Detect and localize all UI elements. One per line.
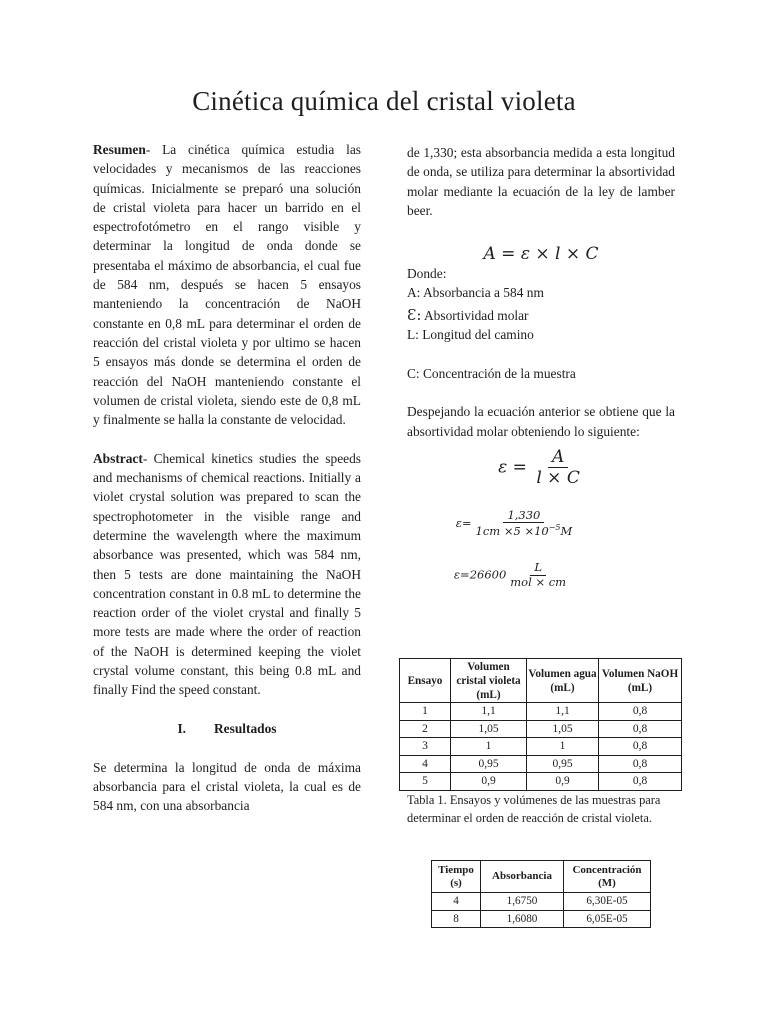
table-row bbox=[400, 738, 682, 756]
table1-cell: 0,95 bbox=[527, 755, 599, 773]
table-row bbox=[400, 773, 682, 791]
table-row bbox=[400, 703, 682, 721]
eq3-den-exponent: −5 bbox=[548, 523, 561, 533]
table1-cell: 0,8 bbox=[599, 773, 682, 791]
definition-epsilon-text: Absortividad molar bbox=[424, 307, 529, 323]
epsilon-symbol: Ɛ: bbox=[407, 305, 422, 324]
table1-cell: 0,8 bbox=[599, 738, 682, 756]
table1-cell: 1 bbox=[527, 738, 599, 756]
table2-header: Absorbancia bbox=[481, 861, 564, 893]
table2-cell: 4 bbox=[432, 893, 481, 911]
eq4-denominator: mol × cm bbox=[510, 574, 567, 589]
definition-epsilon bbox=[407, 306, 675, 325]
table1-header: Volumen cristal violeta (mL) bbox=[451, 659, 527, 703]
table1-header: Volumen agua (mL) bbox=[527, 659, 599, 703]
table1-cell: 2 bbox=[400, 720, 451, 738]
table-row bbox=[400, 755, 682, 773]
definition-a: A: Absorbancia a 584 nm bbox=[407, 285, 544, 301]
table-1 bbox=[399, 658, 682, 791]
section-title: Resultados bbox=[214, 720, 277, 736]
table1-header: Ensayo bbox=[400, 659, 451, 703]
definition-c: C: Concentración de la muestra bbox=[407, 365, 576, 381]
table1-cell: 1,1 bbox=[527, 703, 599, 721]
table1-cell: 1 bbox=[451, 738, 527, 756]
resumen-text: - La cinética química estudia las velocidades y mecanismos de las reacciones químicas. Inicialmente se preparó una solución de cristal violeta para hacer un barrido en el espectrofotómetro en el rango visible y determinar la longitud de onda donde se presentaba el máximo de absorbancia, el cual fue de 584 nm, después se hacen 5 ensayos manteniendo la concentración de NaOH constante en 0,8 mL para determinar el orden de reacción del cristal violeta y por ultimo se hacen 5 ensayos más donde se determina el orden de reacción del NaOH manteniendo constante el volumen de cristal violeta, siendo este de 0,8 mL y finalmente se halla la constante de velocidad. bbox=[93, 142, 361, 428]
table2-cell: 1,6750 bbox=[481, 893, 564, 911]
right-column bbox=[407, 143, 675, 590]
table1-cell: 0,8 bbox=[599, 755, 682, 773]
equation-beer-lambert: A = ε × l × C bbox=[483, 244, 599, 265]
eq3-den-unit: M bbox=[560, 524, 573, 539]
table1-cell: 0,8 bbox=[599, 703, 682, 721]
equation-epsilon-values bbox=[357, 509, 675, 539]
table-row bbox=[432, 910, 651, 928]
eq2-lhs: ε = bbox=[498, 457, 527, 478]
eq3-lhs: ε= bbox=[455, 515, 472, 530]
table1-cell: 1,05 bbox=[451, 720, 527, 738]
table2-cell: 6,05E-05 bbox=[564, 910, 651, 928]
table-row bbox=[432, 893, 651, 911]
table1-cell: 1,05 bbox=[527, 720, 599, 738]
resumen-paragraph bbox=[93, 140, 361, 429]
right-paragraph-2: Despejando la ecuación anterior se obtiene que la absortividad molar obteniendo lo siguiente: bbox=[407, 404, 675, 439]
eq4-lhs: ε=26600 bbox=[453, 567, 507, 582]
table-row bbox=[400, 720, 682, 738]
table2-cell: 1,6080 bbox=[481, 910, 564, 928]
eq3-numerator: 1,330 bbox=[503, 509, 544, 524]
table1-cell: 0,95 bbox=[451, 755, 527, 773]
table1-caption: Tabla 1. Ensayos y volúmenes de las muestras para determinar el orden de reacción de cristal violeta. bbox=[407, 793, 661, 825]
equation-epsilon-general bbox=[407, 447, 675, 489]
definition-l: L: Longitud del camino bbox=[407, 327, 534, 343]
resumen-label: Resumen bbox=[93, 142, 146, 157]
section-heading bbox=[93, 719, 361, 738]
equation-epsilon-result bbox=[349, 561, 675, 590]
table2-header: Tiempo (s) bbox=[432, 861, 481, 893]
table2-header: Concentración (M) bbox=[564, 861, 651, 893]
abstract-paragraph bbox=[93, 449, 361, 700]
abstract-text: - Chemical kinetics studies the speeds and mechanisms of chemical reactions. Initially a violet crystal solution was prepared to scan the spectrophotometer in the visible range and determine the wavelength where the maximum absorbance was presented, which was 584 nm, then 5 tests are done maintaining the NaOH concentration constant in 0.8 mL to determine the reaction order of the violet crystal and finally 5 more tests are made where the order of reaction of the NaOH is determined keeping the violet crystal volume constant, this being 0.8 mL and finally Find the speed constant. bbox=[93, 450, 361, 698]
table1-cell: 0,8 bbox=[599, 720, 682, 738]
eq4-numerator: L bbox=[530, 561, 546, 576]
eq2-numerator: A bbox=[548, 447, 568, 468]
table1-cell: 4 bbox=[400, 755, 451, 773]
table1-cell: 5 bbox=[400, 773, 451, 791]
eq3-denominator bbox=[472, 523, 577, 539]
left-column bbox=[93, 140, 361, 815]
table2-cell: 6,30E-05 bbox=[564, 893, 651, 911]
table1-cell: 3 bbox=[400, 738, 451, 756]
table1-header: Volumen NaOH (mL) bbox=[599, 659, 682, 703]
table1-cell: 0,9 bbox=[451, 773, 527, 791]
paper-title: Cinética química del cristal violeta bbox=[192, 86, 576, 116]
table1-cell: 0,9 bbox=[527, 773, 599, 791]
table1-cell: 1 bbox=[400, 703, 451, 721]
abstract-label: Abstract bbox=[93, 450, 143, 466]
table-2 bbox=[431, 860, 651, 928]
results-paragraph: Se determina la longitud de onda de máxima absorbancia para el cristal violeta, la cual es de 584 nm, con una absorbancia bbox=[93, 759, 361, 814]
section-number: I. bbox=[177, 720, 187, 736]
donde-label: Donde: bbox=[407, 266, 447, 282]
table1-cell: 1,1 bbox=[451, 703, 527, 721]
right-paragraph-1: de 1,330; esta absorbancia medida a esta longitud de onda, se utiliza para determinar la absortividad molar mediante la ecuación de la ley de lamber beer. bbox=[407, 145, 675, 218]
eq3-den-base: 1cm ×5 ×10 bbox=[475, 524, 549, 539]
eq2-denominator: l × C bbox=[536, 468, 580, 489]
table2-cell: 8 bbox=[432, 910, 481, 928]
